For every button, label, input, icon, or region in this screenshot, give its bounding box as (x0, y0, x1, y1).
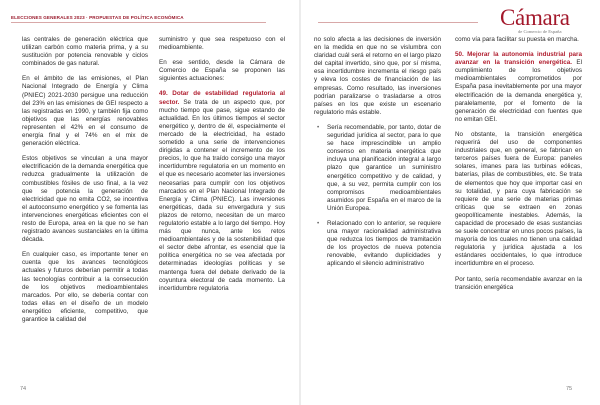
text-column-1 (22, 36, 148, 331)
text-column-4 (455, 36, 582, 299)
text-column-2 (159, 36, 285, 300)
proposal-50 (455, 51, 582, 124)
page-header-right-rule (318, 15, 478, 23)
proposal-50-text: El cumplimiento de los objetivos medioambientales comprometidos por España pasa inevitablemente por una mayor electrificación de la demanda energética y, paralelamente, por el fomento de la generación de electricidad con fuentes que no emitan GEI. (455, 59, 582, 123)
paragraph: no solo afecta a las decisiones de inversión en la medida en que no se vislumbra con claridad cuál será el retorno en el largo plazo del capital invertido, sino que, por sí misma, esa incertidumbre incrementa el riesgo país y eleva los costes de financiación de las empresas. Como resultado, las inversiones podrían paralizarse o trasladarse a otros países en los que existe un escenario regulatorio más estable. (314, 36, 441, 116)
text-column-3 (314, 36, 441, 276)
bullet-icon: • (317, 123, 320, 131)
proposal-49-text: Se trata de un aspecto que, por mucho tiempo que pase, sigue estando de actualidad. En los últimos tiempos el sector energético y, dentro de él, especialmente el mercado de la electricidad, ha estado sometido a una serie de intervenciones dirigidas a contener el incremento de los precios, lo que ha traído consigo una mayor incertidumbre regulatoria en un momento en el que es necesario acometer las inversiones necesarias para cumplir con los objetivos marcados en el Plan Nacional Integrado de Energía y Clima (PNIEC). Las inversiones energéticas, dada su envergadura y sus plazos de retorno, necesitan de un marco regulatorio estable a lo largo del tiempo. Hoy más que nunca, ante los retos medioambientales y de la sostenibilidad que el sector debe afrontar, es esencial que la política energética no se vea afectada por determinadas ideologías políticas y se mantenga fuera del debate derivado de la coyuntura electoral de cada momento. La incertidumbre regulatoria (159, 98, 286, 292)
bullet-list (314, 124, 441, 269)
bullet-item (314, 220, 441, 269)
logo-subtitle: de Comercio de España (518, 29, 562, 34)
proposal-49-heading: 49. Dotar de estabilidad regulatoria al sector. (159, 90, 285, 106)
header-title: ELECCIONES GENERALES 2023 · PROPUESTAS DE POLÍTICA ECONÓMICA (11, 15, 184, 20)
paragraph: Estos objetivos se vinculan a una mayor electrificación de la demanda energética que reduzca gradualmente la utilización de combustibles fósiles de uso final, a la vez que se potencia la generación de electricidad que no emita CO2, se incentiva el autoconsumo energético y se fomenta las intervenciones energéticas eficientes con el resto de Europa, area en la que no se han registrado avances sustanciales en la última década. (22, 155, 148, 244)
paragraph: No obstante, la transición energética requerirá del uso de componentes industriales que, en general, se fabrican en terceros países fuera de Europa: paneles solares, imanes para las turbinas eólicas, baterías, pilas de combustibles, etc. Se trata de elementos que hoy que importar casi en su totalidad, y para cuya fabricación se requiere de una serie de materias primas críticas que se extraen en zonas geopolíticamente inestables. Además, la capacidad de procesado de esas sustancias se suele concentrar en unos pocos países, la mayoría de los cuales no tienen una calidad regulatoria y jurídica ajustada a los estándares occidentales, lo que introduce incertidumbre en el proceso. (455, 130, 582, 268)
paragraph: En el ámbito de las emisiones, el Plan Nacional Integrado de Energía y Clima (PNIEC) 2021-2030 persigue una reducción del 23% en las emisiones de GEI respecto a las registradas en 1990, y también fija como objetivos que las energías renovables representen el 42% en el consumo de energía final y el 74% en el mix de generación eléctrica. (22, 75, 148, 148)
paragraph: las centrales de generación eléctrica que utilizan carbón como materia prima, y a su sustitución por potencia renovable y ciclos combinados de gas natural. (22, 36, 148, 68)
bullet-text: Relacionado con lo anterior, se requiere una mayor racionalidad administrativa que reduzca los tiempos de tramitación de los proyectos de nueva potencia renovable, evitando duplicidades y aplicando el silencio administrativo (327, 219, 441, 268)
paragraph: suministro y que sea respetuoso con el medioambiente. (159, 36, 285, 52)
proposal-49 (159, 90, 285, 292)
page-header-left (11, 15, 266, 23)
paragraph: como vía para facilitar su puesta en marcha. (455, 36, 579, 43)
page-gutter (299, 0, 301, 405)
paragraph: En cualquier caso, es importante tener en cuenta que los avances tecnológicos actuales y futuros deberían permitir a todas las tecnologías contribuir a la consecución de los objetivos medioambientales marcados. Por ello, se debería contar con todas ellas en el diseño de un modelo energético eficiente, competitivo, que garantice la calidad del (22, 251, 148, 323)
camara-logo (500, 6, 592, 32)
page-number-left: 74 (20, 386, 27, 392)
paragraph: Por tanto, sería recomendable avanzar en la transición energética (455, 275, 582, 291)
page-number-right: 75 (566, 386, 573, 392)
bullet-text: Sería recomendable, por tanto, dotar de seguridad jurídica al sector, para lo que se hace imprescindible un amplio consenso en materia energética que incluya una planificación integral a largo plazo que garantice un suministro energético competitivo y de calidad, y que, a su vez, permita cumplir con los compromisos medioambientales asumidos por España en el marco de la Unión Europea. (327, 123, 441, 212)
proposal-50-heading: 50. Mejorar la autonomía industrial para avanzar en la transición energética. (455, 51, 582, 67)
paragraph: En ese sentido, desde la Cámara de Comercio de España se proponen las siguientes actuaciones: (159, 59, 285, 83)
logo-wordmark: Cámara (500, 5, 570, 30)
bullet-icon: • (317, 219, 320, 227)
bullet-item (314, 124, 441, 213)
